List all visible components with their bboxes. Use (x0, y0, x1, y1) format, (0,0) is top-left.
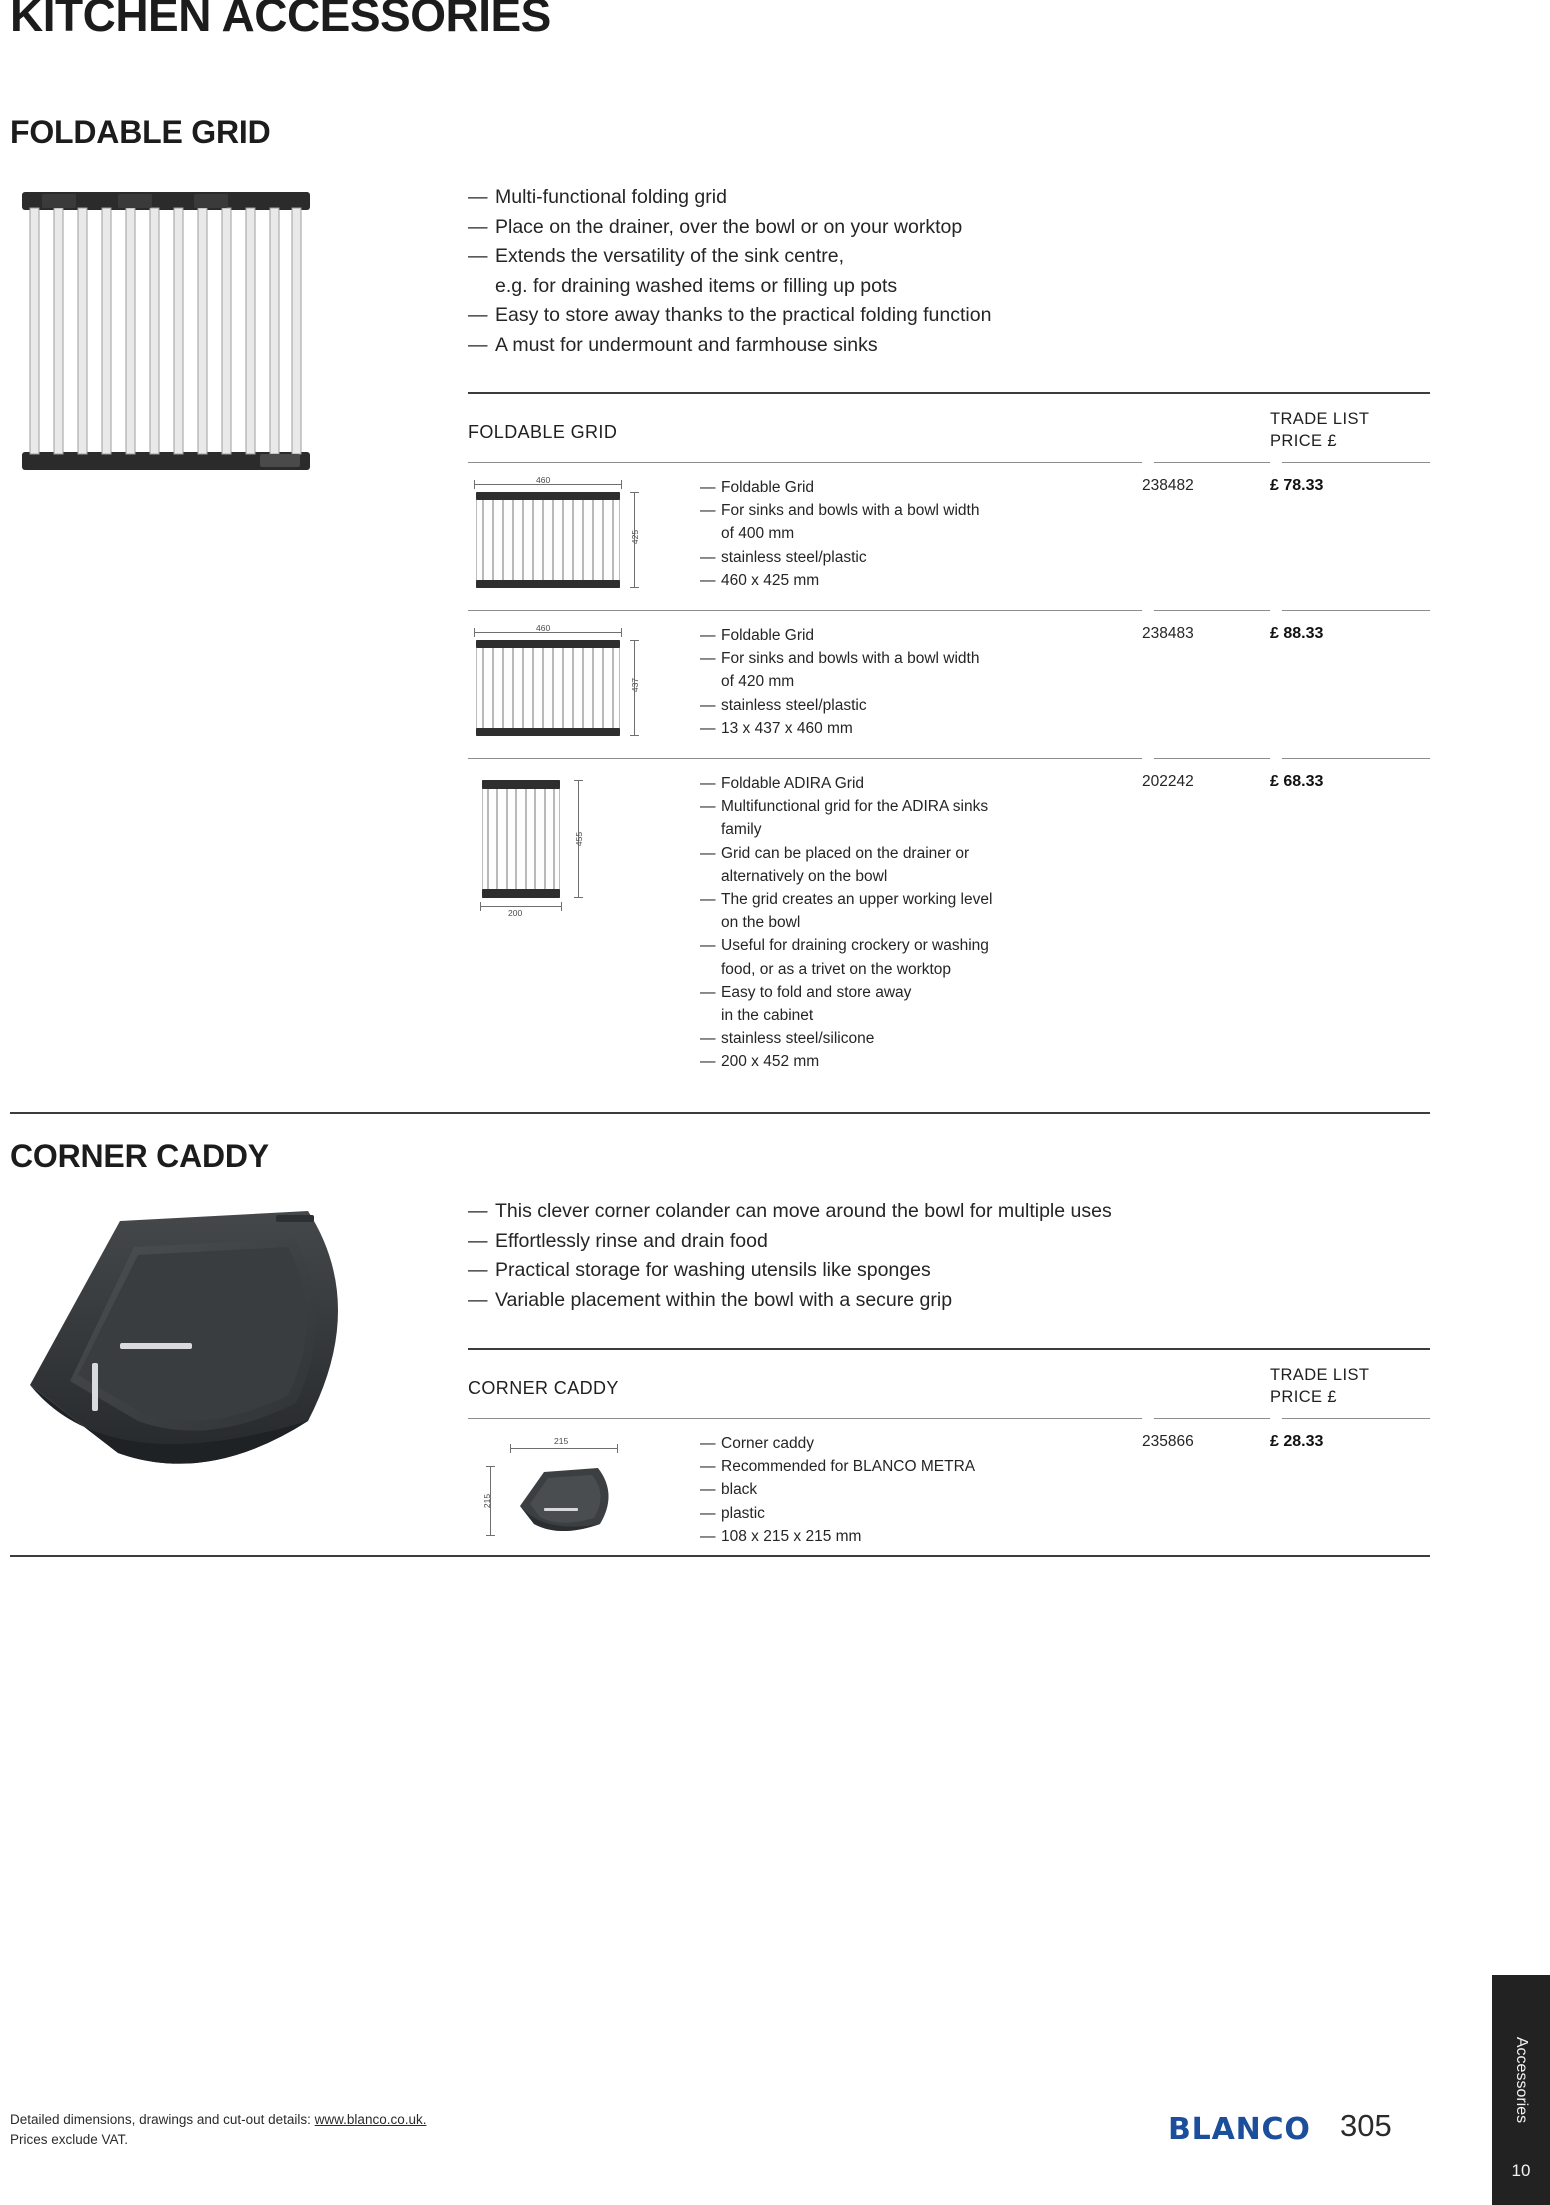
list-item-label: stainless steel/plastic (721, 548, 867, 566)
list-item-continuation: family (721, 821, 762, 839)
bullet-dash: — (700, 627, 716, 644)
bullet-dash: — (468, 333, 488, 356)
row-article-code: 238483 (1142, 625, 1194, 642)
website-link[interactable]: www.blanco.co.uk. (314, 2112, 427, 2127)
list-item (700, 981, 1142, 1004)
bullet-dash: — (700, 1481, 716, 1499)
list-item (700, 1027, 1142, 1050)
chapter-tab-number: 10 (1511, 2161, 1531, 2180)
table-row (468, 464, 1430, 610)
table-header (468, 1350, 1430, 1418)
list-item (468, 213, 1248, 243)
list-item-label: Practical storage for washing utensils like sponges (495, 1259, 931, 1281)
list-item-label: Variable placement within the bowl with a secure grip (495, 1288, 953, 1311)
list-item-continuation: on the bowl (721, 914, 801, 932)
bullet-dash: — (700, 1030, 716, 1048)
technical-drawing-grid-437 (468, 624, 646, 742)
list-item-label: plastic (721, 1504, 765, 1522)
list-item-continuation: in the cabinet (721, 1007, 814, 1025)
list-item (700, 795, 1142, 818)
list-item-continuation: food, or as a trivet on the worktop (721, 960, 952, 978)
dimension-label-width: 460 (536, 475, 551, 485)
bullet-dash: — (700, 1504, 716, 1522)
list-item (700, 1502, 1142, 1525)
footer-note (10, 2110, 426, 2150)
list-item (700, 647, 1142, 670)
list-item-label: Foldable ADIRA Grid (721, 775, 865, 792)
list-item (700, 1478, 1142, 1501)
list-item-continuation: alternatively on the bowl (721, 867, 888, 885)
row-price: £ 78.33 (1270, 477, 1324, 494)
bullet-dash: — (700, 798, 716, 816)
list-item (700, 888, 1142, 911)
column-header-name: FOLDABLE GRID (468, 422, 618, 442)
bullet-dash: — (468, 245, 488, 267)
list-item-label: stainless steel/silicone (721, 1030, 875, 1048)
footer-line-1 (10, 2110, 426, 2130)
list-item-label: stainless steel/plastic (721, 696, 867, 714)
list-item-label: Corner caddy (721, 1435, 815, 1452)
table-row (468, 760, 1430, 1090)
list-item (700, 569, 1142, 592)
list-item-label: For sinks and bowls with a bowl width (721, 650, 980, 668)
list-item-label: 13 x 437 x 460 mm (721, 719, 853, 737)
table-row (468, 1420, 1430, 1564)
list-item-label: Multifunctional grid for the ADIRA sinks (721, 798, 989, 816)
technical-drawing-adira-grid (468, 772, 646, 922)
list-item-label: Useful for draining crockery or washing (721, 937, 989, 955)
list-item (700, 842, 1142, 865)
list-item-label: 460 x 425 mm (721, 571, 820, 589)
bullet-dash: — (468, 186, 488, 208)
list-item-continuation: of 400 mm (721, 525, 795, 543)
intro-list-foldable-grid (468, 183, 1248, 360)
list-item (468, 1227, 1288, 1257)
column-header-name: CORNER CADDY (468, 1378, 619, 1398)
dimension-label-height: 425 (630, 529, 641, 545)
list-item-label: Multi-functional folding grid (495, 186, 727, 208)
list-item-continuation: of 420 mm (721, 673, 795, 691)
row-article-code: 235866 (1142, 1433, 1194, 1450)
list-item-label: Foldable Grid (721, 627, 815, 644)
chapter-tab-label: Accessories (1513, 2036, 1530, 2124)
dimension-label-height: 455 (574, 831, 585, 847)
row-description (700, 772, 1142, 1074)
bullet-dash: — (700, 775, 716, 792)
section-end-divider (10, 1555, 1430, 1557)
list-item (700, 772, 1142, 795)
column-header-price (1270, 1364, 1430, 1408)
foldable-grid-illustration (14, 186, 324, 476)
bullet-dash: — (700, 719, 716, 737)
list-item-label: Easy to store away thanks to the practical folding function (495, 304, 992, 326)
list-item-label: black (721, 1481, 758, 1499)
row-drawing (468, 624, 700, 742)
list-item-label: 200 x 452 mm (721, 1053, 820, 1071)
list-item-label: For sinks and bowls with a bowl width (721, 502, 980, 520)
row-article-code: 238482 (1142, 477, 1194, 494)
dimension-label-width: 460 (536, 623, 551, 633)
technical-drawing-grid-460 (468, 476, 646, 594)
list-item (700, 1455, 1142, 1478)
list-item-label: The grid creates an upper working level (721, 891, 993, 909)
section-divider (10, 1112, 1430, 1114)
column-header-price-line1: TRADE LIST (1270, 410, 1370, 428)
column-header-price-line2: PRICE £ (1270, 432, 1337, 450)
list-item-label: Extends the versatility of the sink centre, (495, 245, 845, 267)
row-article-code: 202242 (1142, 773, 1194, 790)
bullet-dash: — (700, 696, 716, 714)
table-row (468, 612, 1430, 758)
list-item (700, 546, 1142, 569)
list-item-continuation: e.g. for draining washed items or filling up pots (495, 274, 898, 297)
list-item-label: This clever corner colander can move around the bowl for multiple uses (495, 1200, 1112, 1222)
list-item (468, 1286, 1288, 1316)
bullet-dash: — (468, 1229, 488, 1252)
bullet-dash: — (700, 548, 716, 566)
bullet-dash: — (700, 844, 716, 862)
column-header-price-line1: TRADE LIST (1270, 1366, 1370, 1384)
list-item-label: A must for undermount and farmhouse sinks (495, 333, 878, 356)
list-item-label: Recommended for BLANCO METRA (721, 1458, 976, 1476)
footer-line-2: Prices exclude VAT. (10, 2132, 129, 2147)
bullet-dash: — (700, 479, 716, 496)
bullet-dash: — (468, 215, 488, 238)
dimension-label-width: 200 (508, 908, 523, 918)
row-price: £ 68.33 (1270, 773, 1324, 790)
row-divider (468, 758, 1430, 760)
list-item (700, 1432, 1142, 1455)
bullet-dash: — (468, 1288, 488, 1311)
list-item (700, 934, 1142, 957)
dimension-label-width: 215 (554, 1436, 569, 1446)
corner-caddy-mini-illustration (514, 1462, 624, 1540)
list-item (468, 301, 1248, 331)
brand-logo: BLANCO (1168, 2112, 1311, 2147)
corner-caddy-illustration (8, 1185, 408, 1495)
section-heading-foldable-grid: FOLDABLE GRID (10, 114, 271, 150)
bullet-dash: — (700, 650, 716, 668)
row-description (700, 1432, 1142, 1548)
bullet-dash: — (700, 937, 716, 955)
bullet-dash: — (468, 1200, 488, 1222)
row-divider (468, 462, 1430, 464)
chapter-tab (1492, 1975, 1550, 2205)
list-item-label: Effortlessly rinse and drain food (495, 1229, 768, 1252)
bullet-dash: — (700, 1053, 716, 1071)
list-item (700, 624, 1142, 647)
dimension-label-height: 215 (482, 1493, 493, 1509)
list-item (700, 499, 1142, 522)
row-divider (468, 610, 1430, 612)
list-item (700, 476, 1142, 499)
bullet-dash: — (700, 571, 716, 589)
bullet-dash: — (700, 1458, 716, 1476)
bullet-dash: — (700, 502, 716, 520)
bullet-dash: — (468, 1259, 488, 1281)
row-drawing (468, 772, 700, 1074)
list-item (700, 1050, 1142, 1073)
bullet-dash: — (700, 983, 716, 1001)
product-table-foldable-grid (468, 392, 1430, 1090)
bullet-dash: — (468, 304, 488, 326)
list-item (468, 242, 1248, 272)
row-price: £ 28.33 (1270, 1433, 1324, 1450)
row-price: £ 88.33 (1270, 625, 1324, 642)
row-divider (468, 1418, 1430, 1420)
page-number: 305 (1340, 2108, 1392, 2143)
product-table-corner-caddy (468, 1348, 1430, 1564)
intro-list-corner-caddy (468, 1197, 1288, 1315)
section-heading-corner-caddy: CORNER CADDY (10, 1138, 269, 1174)
row-drawing (468, 476, 700, 594)
footer-note-prefix: Detailed dimensions, drawings and cut-out details: (10, 2112, 315, 2127)
page-title: KITCHEN ACCESSORIES (10, 0, 551, 41)
list-item (468, 1256, 1288, 1286)
product-photo-corner-caddy (8, 1185, 408, 1495)
list-item-label: Foldable Grid (721, 479, 815, 496)
list-item-label: Grid can be placed on the drainer or (721, 844, 970, 862)
table-header (468, 394, 1430, 462)
column-header-price-line2: PRICE £ (1270, 1388, 1337, 1406)
row-description (700, 624, 1142, 742)
list-item (468, 183, 1248, 213)
bullet-dash: — (700, 1527, 716, 1545)
row-description (700, 476, 1142, 594)
product-photo-foldable-grid (14, 186, 324, 476)
technical-drawing-corner-caddy (468, 1432, 658, 1544)
row-drawing (468, 1432, 700, 1548)
bullet-dash: — (700, 1435, 716, 1452)
dimension-label-height: 437 (630, 677, 641, 693)
list-item (468, 331, 1248, 361)
column-header-price (1270, 408, 1430, 452)
list-item (700, 717, 1142, 740)
list-item (700, 1525, 1142, 1548)
list-item-label: 108 x 215 x 215 mm (721, 1527, 862, 1545)
list-item (468, 1197, 1288, 1227)
list-item (700, 694, 1142, 717)
list-item-label: Place on the drainer, over the bowl or on your worktop (495, 215, 963, 238)
bullet-dash: — (700, 891, 716, 909)
list-item-label: Easy to fold and store away (721, 983, 912, 1001)
